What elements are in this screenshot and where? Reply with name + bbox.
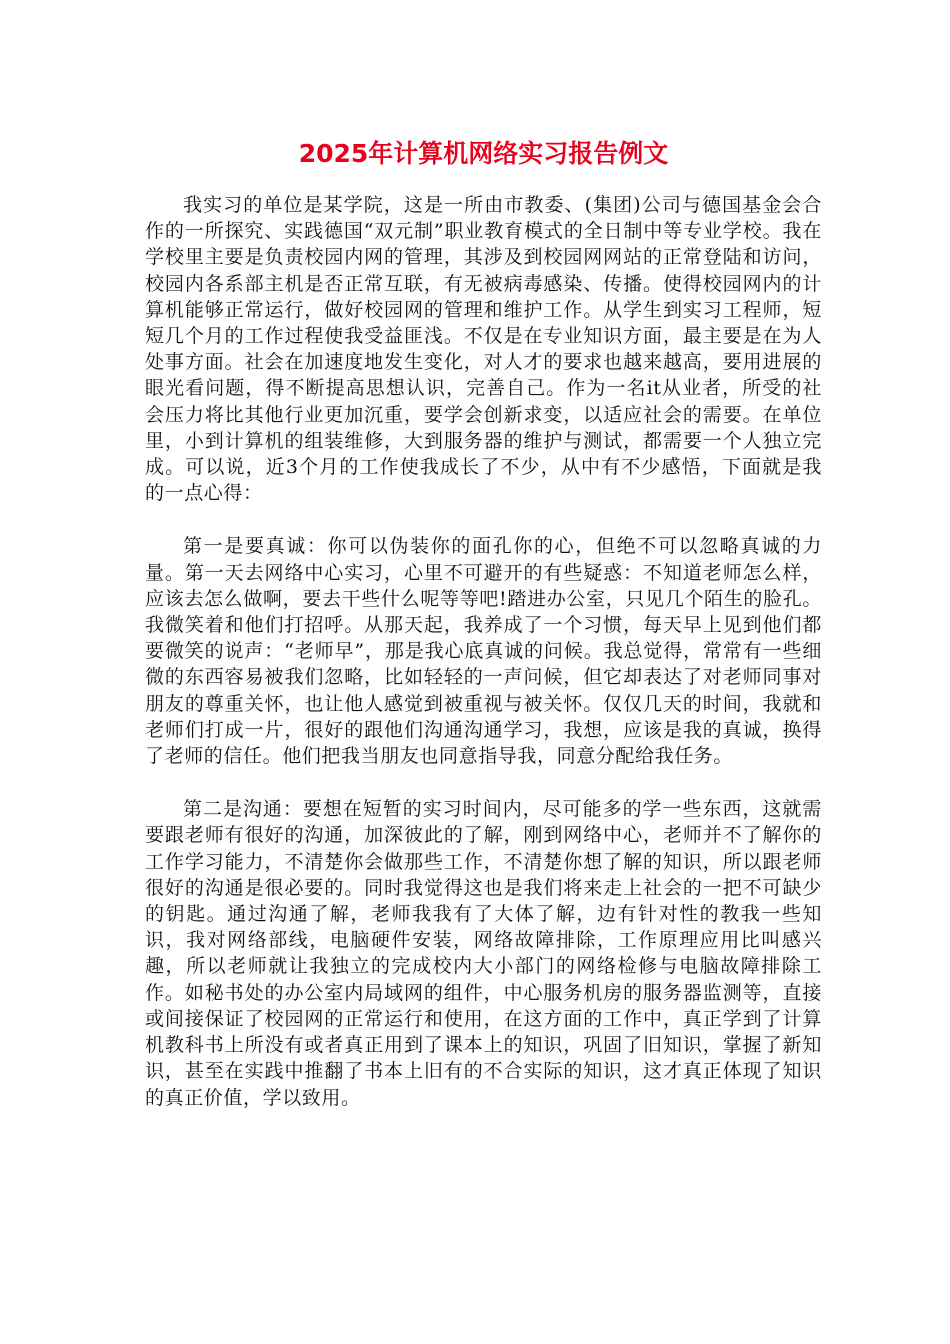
paragraph-sincerity: 第一是要真诚：你可以伪装你的面孔你的心，但绝不可以忽略真诚的力量。第一天去网络中心实习，心里不可避开的有些疑惑：不知道老师怎么样，应该去怎么做啊，要去干些什么呢等等吧!踏进办公室，只见几个陌生的脸孔。我微笑着和他们打招呼。从那天起，我养成了一个习惯，每天早上见到他们都要微笑的说声：“老师早”，那是我心底真诚的问候。我总觉得，常常有一些细微的东西容易被我们忽略，比如轻轻的一声问候，但它却表达了对老师同事对朋友的尊重关怀，也让他人感觉到被重视与被关怀。仅仅几天的时间，我就和老师们打成一片，很好的跟他们沟通沟通学习，我想，应该是我的真诚，换得了老师的信任。他们把我当朋友也同意指导我，同意分配给我任务。 <box>145 535 822 768</box>
document-title: 2025年计算机网络实习报告例文 <box>298 139 669 168</box>
paragraph-intro: 我实习的单位是某学院，这是一所由市教委、(集团)公司与德国基金会合作的一所探究、实践德国“双元制”职业教育模式的全日制中等专业学校。我在学校里主要是负责校园内网的管理，其涉及到校园网网站的正常登陆和访问，校园内各系部主机是否正常互联，有无被病毒感染、传播。使得校园网内的计算机能够正常运行，做好校园网的管理和维护工作。从学生到实习工程师，短短几个月的工作过程使我受益匪浅。不仅是在专业知识方面，最主要是在为人处事方面。社会在加速度地发生变化，对人才的要求也越来越高，要用进展的眼光看问题，得不断提高思想认识，完善自己。作为一名it从业者，所受的社会压力将比其他行业更加沉重，要学会创新求变，以适应社会的需要。在单位里，小到计算机的组装维修，大到服务器的维护与测试，都需要一个人独立完成。可以说，近3个月的工作使我成长了不少，从中有不少感悟，下面就是我的一点心得： <box>145 194 822 505</box>
paragraph-communication: 第二是沟通：要想在短暂的实习时间内，尽可能多的学一些东西，这就需要跟老师有很好的沟通，加深彼此的了解，刚到网络中心，老师并不了解你的工作学习能力，不清楚你会做那些工作，不清楚你想了解的知识，所以跟老师很好的沟通是很必要的。同时我觉得这也是我们将来走上社会的一把不可缺少的钥匙。通过沟通了解，老师我我有了大体了解，边有针对性的教我一些知识，我对网络部线，电脑硬件安装，网络故障排除，工作原理应用比叫感兴趣，所以老师就让我独立的完成校内大小部门的网络检修与电脑故障排除工作。如秘书处的办公室内局域网的组件，中心服务机房的服务器监测等，直接或间接保证了校园网的正常运行和使用，在这方面的工作中，真正学到了计算机教科书上所没有或者真正用到了课本上的知识，巩固了旧知识，掌握了新知识，甚至在实践中推翻了书本上旧有的不合实际的知识，这才真正体现了知识的真正价值，学以致用。 <box>145 798 822 1109</box>
